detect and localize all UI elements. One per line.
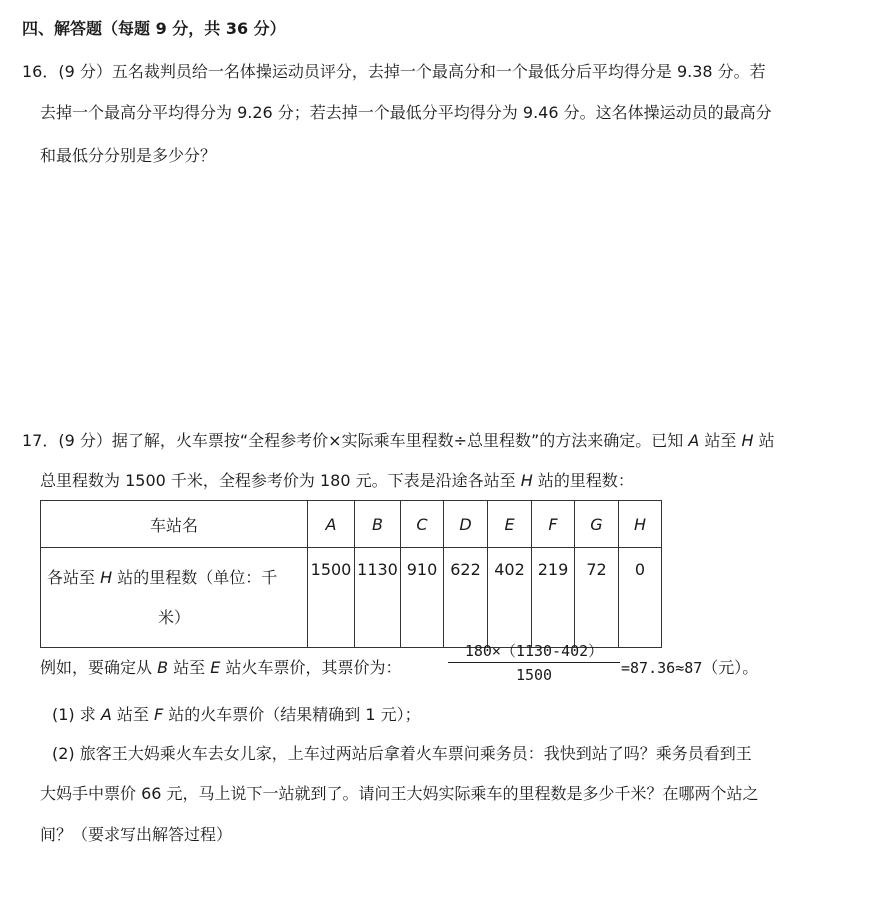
station-cell: F xyxy=(532,501,575,548)
q17-sub-question-2-line-3: 间？（要求写出解答过程） xyxy=(40,825,233,844)
q17-sub-question-2-line-1: (2) 旅客王大妈乘火车去女儿家，上车过两站后拿着火车票问乘务员：我快到站了吗？乘务员看到王 xyxy=(52,744,752,763)
distance-cell: 402 xyxy=(488,548,532,648)
distance-cell: 1500 xyxy=(308,548,355,648)
table-distance-row xyxy=(41,548,662,648)
station-cell: C xyxy=(401,501,444,548)
q17-line-1: 17．(9 分）据了解，火车票按“全程参考价×实际乘车里程数÷总里程数”的方法来确定。已知 A 站至 H 站 xyxy=(22,431,775,450)
q17-line-2: 总里程数为 1500 千米，全程参考价为 180 元。下表是沿途各站至 H 站的里程数： xyxy=(40,471,634,490)
q16-line-2: 去掉一个最高分平均得分为 9.26 分；若去掉一个最低分平均得分为 9.46 分。这名体操运动员的最高分 xyxy=(40,103,772,122)
q16-line-1: 16．(9 分）五名裁判员给一名体操运动员评分，去掉一个最高分和一个最低分后平均得分是 9.38 分。若 xyxy=(22,62,766,81)
station-cell: E xyxy=(488,501,532,548)
fraction-denominator: 1500 xyxy=(515,666,553,684)
example-text: 例如，要确定从 B 站至 E 站火车票价，其票价为： xyxy=(40,658,402,677)
distance-cell: 1130 xyxy=(355,548,401,648)
distance-cell: 622 xyxy=(444,548,488,648)
q17-sub-question-2-line-2: 大妈手中票价 66 元，马上说下一站就到了。请问王大妈实际乘车的里程数是多少千米？在哪两个站之 xyxy=(40,784,759,803)
station-cell: D xyxy=(444,501,488,548)
section-title: 四、解答题（每题 9 分，共 36 分） xyxy=(22,19,286,38)
distance-cell: 72 xyxy=(575,548,619,648)
fare-fraction xyxy=(448,641,620,685)
distance-table xyxy=(40,500,662,648)
station-cell: H xyxy=(619,501,662,548)
distance-cell: 910 xyxy=(401,548,444,648)
table-header-row xyxy=(41,501,662,548)
fraction-result: =87.36≈87（元）。 xyxy=(621,658,759,677)
distance-cell: 219 xyxy=(532,548,575,648)
station-cell: B xyxy=(355,501,401,548)
station-cell: G xyxy=(575,501,619,548)
fraction-bar xyxy=(448,662,620,663)
q16-line-3: 和最低分分别是多少分？ xyxy=(40,146,217,165)
station-name-header: 车站名 xyxy=(41,501,308,548)
distance-row-label: 各站至 H 站的里程数（单位：千 米） xyxy=(41,548,308,648)
fraction-numerator: 180×（1130-402） xyxy=(464,642,604,660)
station-cell: A xyxy=(308,501,355,548)
distance-cell: 0 xyxy=(619,548,662,648)
q17-sub-question-1: (1) 求 A 站至 F 站的火车票价（结果精确到 1 元）； xyxy=(52,705,421,724)
